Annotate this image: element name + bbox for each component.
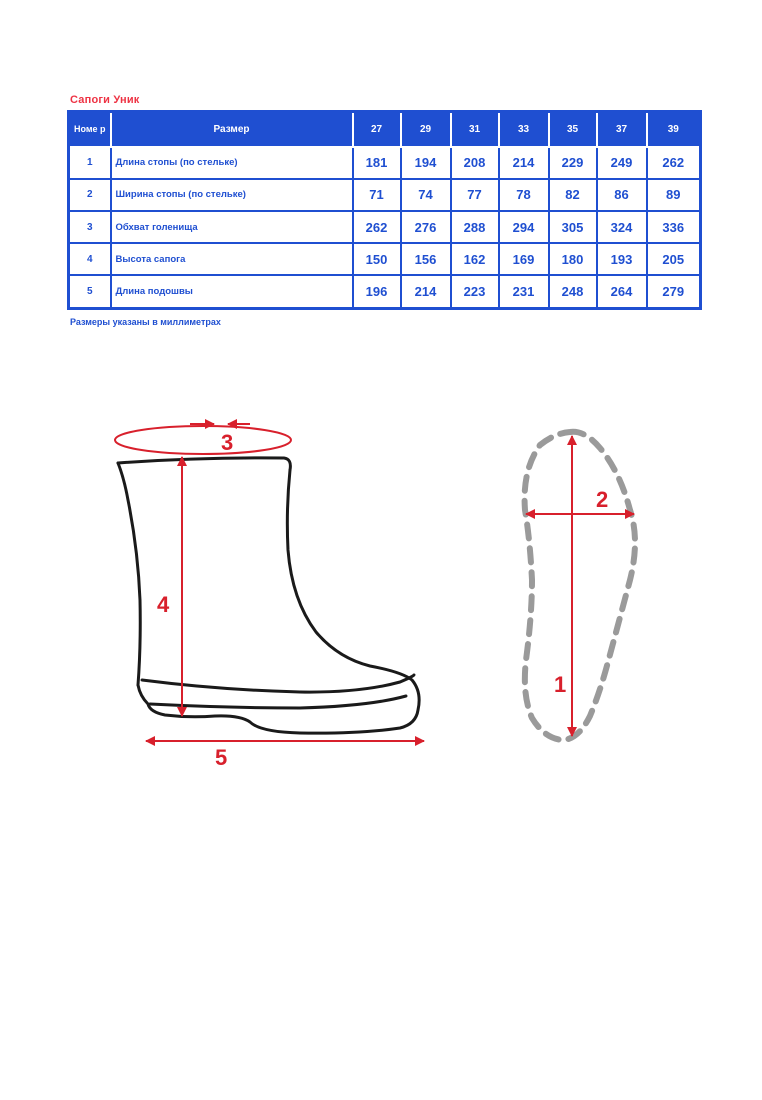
table-cell: 214 [401,275,451,308]
measure-1-label: 1 [554,672,567,697]
table-header-row [69,112,701,147]
row-parameter: Высота сапога [111,243,353,275]
boot-sole-line-lower [150,696,406,708]
table-cell: 262 [353,211,401,243]
row-number: 2 [69,179,111,211]
header-size-col: 33 [499,112,549,147]
table-cell: 180 [549,243,597,275]
row-number: 4 [69,243,111,275]
table-cell: 249 [597,147,647,179]
row-parameter: Длина подошвы [111,275,353,308]
table-cell: 336 [647,211,701,243]
measure-4-label: 4 [157,592,170,617]
page-title: Сапоги Уник [70,94,140,106]
table-cell: 196 [353,275,401,308]
table-row [69,275,701,308]
units-note: Размеры указаны в миллиметрах [70,317,221,327]
row-parameter: Ширина стопы (по стельке) [111,179,353,211]
table-cell: 248 [549,275,597,308]
row-number: 1 [69,147,111,179]
table-cell: 89 [647,179,701,211]
table-cell: 77 [451,179,499,211]
measure-5-label: 5 [215,745,228,770]
row-number: 3 [69,211,111,243]
table-cell: 78 [499,179,549,211]
table-cell: 279 [647,275,701,308]
table-cell: 231 [499,275,549,308]
table-cell: 223 [451,275,499,308]
header-size-col: 39 [647,112,701,147]
table-cell: 324 [597,211,647,243]
table-cell: 74 [401,179,451,211]
table-row [69,179,701,211]
header-size-col: 37 [597,112,647,147]
table-cell: 181 [353,147,401,179]
measure-3-circumference [115,426,291,454]
table-cell: 169 [499,243,549,275]
table-cell: 264 [597,275,647,308]
boot-top-edge [118,458,290,470]
row-parameter: Обхват голенища [111,211,353,243]
table-cell: 262 [647,147,701,179]
measure-2-label: 2 [596,487,609,512]
table-cell: 162 [451,243,499,275]
header-size: Размер [111,112,353,147]
boot-back-edge [118,463,140,685]
table-cell: 82 [549,179,597,211]
table-cell: 193 [597,243,647,275]
table-cell: 214 [499,147,549,179]
table-cell: 71 [353,179,401,211]
boot-front-edge [138,470,419,733]
table-cell: 194 [401,147,451,179]
table-row [69,243,701,275]
table-cell: 305 [549,211,597,243]
table-cell: 294 [499,211,549,243]
table-cell: 276 [401,211,451,243]
header-size-col: 29 [401,112,451,147]
table-cell: 86 [597,179,647,211]
header-size-col: 35 [549,112,597,147]
measure-3-label: 3 [221,430,234,455]
header-size-col: 27 [353,112,401,147]
header-number: Номе р [69,112,111,147]
measurement-diagram [0,400,762,780]
table-cell: 205 [647,243,701,275]
size-table [67,110,702,310]
insole-outline [525,432,635,740]
header-size-col: 31 [451,112,499,147]
table-row [69,147,701,179]
table-cell: 208 [451,147,499,179]
table-cell: 288 [451,211,499,243]
table-cell: 156 [401,243,451,275]
table-row [69,211,701,243]
table-cell: 229 [549,147,597,179]
row-parameter: Длина стопы (по стельке) [111,147,353,179]
table-cell: 150 [353,243,401,275]
row-number: 5 [69,275,111,308]
